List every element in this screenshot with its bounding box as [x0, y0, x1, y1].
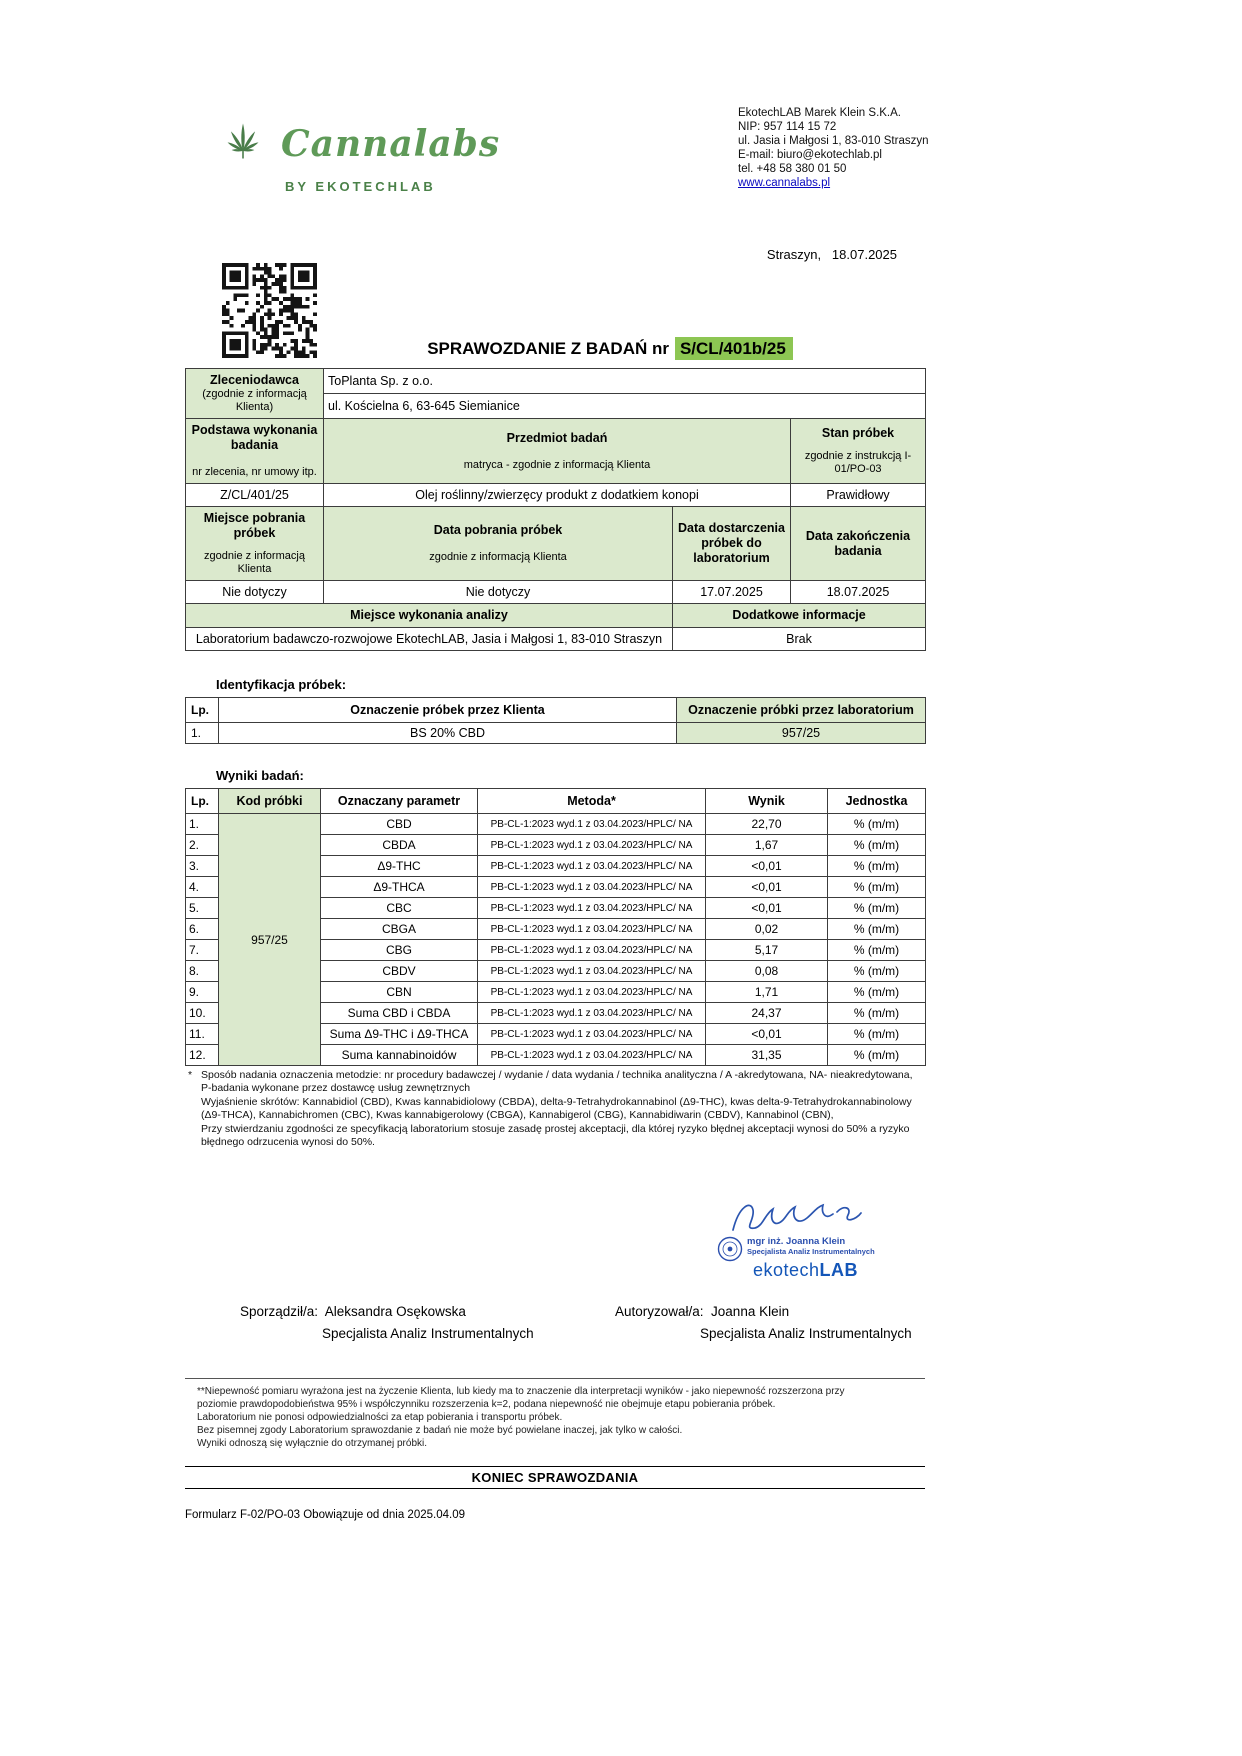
result-method: PB-CL-1:2023 wyd.1 z 03.04.2023/HPLC/ NA	[478, 1045, 706, 1066]
disclaimer-box	[185, 1378, 925, 1458]
client-label-cell	[186, 369, 324, 419]
disclaimer-line: Bez pisemnej zgody Laboratorium sprawozdanie z badań nie może być powielane inaczej, jak tylko w całości.	[197, 1425, 683, 1436]
end-of-report-label: KONIEC SPRAWOZDANIA	[185, 1466, 925, 1489]
result-unit: % (m/m)	[828, 1003, 926, 1024]
results-table	[185, 788, 926, 1066]
result-param: CBC	[321, 898, 478, 919]
sampling-date-header-cell	[324, 507, 673, 581]
client-name: ToPlanta Sp. z o.o.	[324, 369, 926, 394]
result-unit: % (m/m)	[828, 940, 926, 961]
result-param: CBG	[321, 940, 478, 961]
result-param: Suma Δ9-THC i Δ9-THCA	[321, 1024, 478, 1045]
result-value: 22,70	[706, 814, 828, 835]
completion-date-label: Data zakończenia badania	[805, 528, 911, 558]
company-address: ul. Jasia i Małgosi 1, 83-010 Straszyn	[738, 135, 929, 147]
company-phone: tel. +48 58 380 01 50	[738, 163, 847, 175]
authorized-by-block	[615, 1304, 912, 1341]
result-unit: % (m/m)	[828, 835, 926, 856]
delivery-date-header-cell	[673, 507, 791, 581]
results-col-lp: Lp.	[186, 789, 219, 814]
sampling-place-label: Miejsce pobrania próbek	[203, 511, 306, 540]
ident-col-lp: Lp.	[186, 698, 219, 723]
results-row	[186, 814, 926, 835]
result-lp: 9.	[186, 982, 219, 1003]
footnote-marker: *	[188, 1069, 193, 1081]
result-method: PB-CL-1:2023 wyd.1 z 03.04.2023/HPLC/ NA	[478, 919, 706, 940]
result-value: <0,01	[706, 1024, 828, 1045]
ident-col-client: Oznaczenie próbek przez Klienta	[219, 698, 677, 723]
client-address: ul. Kościelna 6, 63-645 Siemianice	[324, 394, 926, 419]
footnote-method: Sposób nadania oznaczenia metodzie: nr procedury badawczej / wydanie / data wydania / technika analityczna / A -akredytowana, NA- nieakredytowana, P-badania wykonane przez dostawcę usług zewnętrznych	[201, 1069, 913, 1094]
additional-info-header-cell	[673, 604, 926, 628]
company-email: E-mail: biuro@ekotechlab.pl	[738, 149, 882, 161]
report-title-prefix: SPRAWOZDANIE Z BADAŃ nr	[427, 339, 669, 358]
footnote-acceptance: Przy stwierdzaniu zgodności ze specyfikacją laboratorium stosuje zasadę prostej akceptacji, dla której ryzyko błędnej akceptacji wynosi do 50% a ryzyko błędnego odrzucenia wynosi do 50%.	[201, 1123, 910, 1148]
basis-value: Z/CL/401/25	[186, 484, 324, 507]
result-param: CBN	[321, 982, 478, 1003]
analysis-place-header-cell	[186, 604, 673, 628]
result-unit: % (m/m)	[828, 982, 926, 1003]
condition-sub: zgodnie z instrukcją I-01/PO-03	[804, 450, 912, 475]
analysis-place-label: Miejsce wykonania analizy	[350, 608, 508, 622]
result-param: CBDA	[321, 835, 478, 856]
result-lp: 11.	[186, 1024, 219, 1045]
result-lp: 10.	[186, 1003, 219, 1024]
sampling-place-value: Nie dotyczy	[186, 581, 324, 604]
subject-label: Przedmiot badań	[506, 430, 608, 445]
identification-heading: Identyfikacja próbek:	[216, 677, 347, 692]
result-lp: 2.	[186, 835, 219, 856]
company-name: EkotechLAB Marek Klein S.K.A.	[738, 107, 901, 119]
result-value: <0,01	[706, 856, 828, 877]
result-method: PB-CL-1:2023 wyd.1 z 03.04.2023/HPLC/ NA	[478, 814, 706, 835]
result-value: <0,01	[706, 877, 828, 898]
result-param: CBD	[321, 814, 478, 835]
results-header-row	[186, 789, 926, 814]
delivery-date-label: Data dostarczenia próbek do laboratorium	[678, 521, 785, 565]
prepared-by-block	[240, 1304, 534, 1341]
result-method: PB-CL-1:2023 wyd.1 z 03.04.2023/HPLC/ NA	[478, 940, 706, 961]
result-lp: 4.	[186, 877, 219, 898]
identification-row	[186, 723, 926, 744]
result-value: 5,17	[706, 940, 828, 961]
results-col-code: Kod próbki	[219, 789, 321, 814]
disclaimer-line: Laboratorium nie ponosi odpowiedzialności za etap pobierania i transportu próbek.	[197, 1412, 563, 1423]
method-footnotes	[185, 1069, 925, 1150]
disclaimer-line: poziomie prawdopodobieństwa 95% i współczynniku rozszerzenia k=2, podana niepewność nie obejmuje etapu pobierania próbek.	[197, 1399, 776, 1410]
client-label: Zleceniodawca	[210, 373, 299, 387]
result-method: PB-CL-1:2023 wyd.1 z 03.04.2023/HPLC/ NA	[478, 898, 706, 919]
signoff-section	[185, 1304, 925, 1354]
ekotechlab-logo-regular: ekotech	[753, 1260, 820, 1280]
subject-sub: matryca - zgodnie z informacją Klienta	[463, 458, 651, 471]
result-unit: % (m/m)	[828, 1045, 926, 1066]
result-unit: % (m/m)	[828, 961, 926, 982]
cannabis-leaf-icon	[215, 112, 271, 175]
result-value: 1,71	[706, 982, 828, 1003]
condition-label: Stan próbek	[821, 426, 895, 440]
disclaimer-line: **Niepewność pomiaru wyrażona jest na życzenie Klienta, lub kiedy ma to znaczenie dla interpretacji wyników - jako niepewność rozszerzona przy	[197, 1386, 845, 1397]
additional-info-value: Brak	[673, 628, 926, 651]
result-lp: 12.	[186, 1045, 219, 1066]
signature-area	[185, 1196, 925, 1296]
result-unit: % (m/m)	[828, 898, 926, 919]
authorized-by-title: Specjalista Analiz Instrumentalnych	[700, 1326, 912, 1341]
basis-label: Podstawa wykonania badania	[191, 423, 318, 452]
result-value: 0,08	[706, 961, 828, 982]
result-unit: % (m/m)	[828, 919, 926, 940]
identification-header-row	[186, 698, 926, 723]
result-param: Δ9-THC	[321, 856, 478, 877]
results-col-unit: Jednostka	[828, 789, 926, 814]
result-unit: % (m/m)	[828, 1024, 926, 1045]
sample-code-cell: 957/25	[219, 814, 321, 1066]
subject-value: Olej roślinny/zwierzęcy produkt z dodatkiem konopi	[324, 484, 791, 507]
basis-header-cell	[186, 419, 324, 484]
stamp-text	[747, 1236, 875, 1256]
identification-table	[185, 697, 926, 744]
result-method: PB-CL-1:2023 wyd.1 z 03.04.2023/HPLC/ NA	[478, 982, 706, 1003]
signature-icon	[725, 1196, 875, 1240]
cannalabs-logo	[215, 112, 500, 194]
company-nip: NIP: 957 114 15 72	[738, 121, 837, 133]
result-value: 0,02	[706, 919, 828, 940]
result-param: CBGA	[321, 919, 478, 940]
result-method: PB-CL-1:2023 wyd.1 z 03.04.2023/HPLC/ NA	[478, 1024, 706, 1045]
authorized-by-line: Autoryzował/a: Joanna Klein	[615, 1304, 790, 1319]
prepared-by-title: Specjalista Analiz Instrumentalnych	[322, 1326, 534, 1341]
result-lp: 6.	[186, 919, 219, 940]
ekotechlab-logo	[753, 1260, 858, 1281]
result-value: 24,37	[706, 1003, 828, 1024]
brand-name: Cannalabs	[281, 122, 501, 165]
result-lp: 3.	[186, 856, 219, 877]
stamp-icon	[717, 1236, 743, 1262]
result-method: PB-CL-1:2023 wyd.1 z 03.04.2023/HPLC/ NA	[478, 961, 706, 982]
result-method: PB-CL-1:2023 wyd.1 z 03.04.2023/HPLC/ NA	[478, 856, 706, 877]
result-lp: 7.	[186, 940, 219, 961]
ident-client-code: BS 20% CBD	[219, 723, 677, 744]
subject-header-cell	[324, 419, 791, 484]
brand-subtitle: BY EKOTECHLAB	[285, 179, 436, 194]
sampling-place-sub: zgodnie z informacją Klienta	[204, 550, 305, 575]
completion-date-header-cell	[791, 507, 926, 581]
result-unit: % (m/m)	[828, 814, 926, 835]
result-param: Suma kannabinoidów	[321, 1045, 478, 1066]
result-lp: 1.	[186, 814, 219, 835]
result-value: <0,01	[706, 898, 828, 919]
completion-date-value: 18.07.2025	[791, 581, 926, 604]
results-col-result: Wynik	[706, 789, 828, 814]
stamp-title: Specjalista Analiz Instrumentalnych	[747, 1247, 875, 1256]
result-unit: % (m/m)	[828, 877, 926, 898]
company-info	[738, 106, 928, 190]
ident-col-lab: Oznaczenie próbki przez laboratorium	[677, 698, 926, 723]
ekotechlab-logo-bold: LAB	[819, 1260, 859, 1280]
result-method: PB-CL-1:2023 wyd.1 z 03.04.2023/HPLC/ NA	[478, 877, 706, 898]
result-param: Suma CBD i CBDA	[321, 1003, 478, 1024]
result-lp: 8.	[186, 961, 219, 982]
disclaimer-line: Wyniki odnoszą się wyłącznie do otrzymanej próbki.	[197, 1438, 428, 1449]
result-param: Δ9-THCA	[321, 877, 478, 898]
basis-sub: nr zlecenia, nr umowy itp.	[192, 466, 317, 478]
website-link[interactable]: www.cannalabs.pl	[738, 177, 831, 189]
result-value: 1,67	[706, 835, 828, 856]
results-col-param: Oznaczany parametr	[321, 789, 478, 814]
delivery-date-value: 17.07.2025	[673, 581, 791, 604]
result-value: 31,35	[706, 1045, 828, 1066]
footnote-abbreviations: Wyjaśnienie skrótów: Kannabidiol (CBD), Kwas kannabidiolowy (CBDA), delta-9-Tetrahydrokannabinol (Δ9-THC), kwas delta-9-Tetrahydrokannabinolowy (Δ9-THCA), Kannabichromen (CBC), Kwas kannabigerolowy (CBGA), Kannabigerol (CBG), Kannabidiwarin (CBDV), Kannabinol (CBN),	[201, 1096, 912, 1121]
ident-lab-code: 957/25	[677, 723, 926, 744]
place-date-line: Straszyn, 18.07.2025	[766, 247, 897, 262]
result-lp: 5.	[186, 898, 219, 919]
prepared-by-line: Sporządził/a: Aleksandra Osękowska	[240, 1304, 466, 1319]
qr-code	[222, 263, 317, 358]
condition-header-cell	[791, 419, 926, 484]
report-title	[340, 339, 880, 359]
sampling-place-header-cell	[186, 507, 324, 581]
report-info-table	[185, 368, 926, 651]
results-heading: Wyniki badań:	[216, 768, 304, 783]
additional-info-label: Dodatkowe informacje	[732, 608, 866, 622]
result-method: PB-CL-1:2023 wyd.1 z 03.04.2023/HPLC/ NA	[478, 1003, 706, 1024]
result-param: CBDV	[321, 961, 478, 982]
sampling-date-sub: zgodnie z informacją Klienta	[429, 551, 567, 563]
condition-value: Prawidłowy	[791, 484, 926, 507]
ident-lp: 1.	[186, 723, 219, 744]
results-col-method: Metoda*	[478, 789, 706, 814]
stamp-name: mgr inż. Joanna Klein	[747, 1236, 846, 1247]
analysis-place-value: Laboratorium badawczo-rozwojowe EkotechLAB, Jasia i Małgosi 1, 83-010 Straszyn	[186, 628, 673, 651]
report-number: S/CL/401b/25	[675, 337, 793, 360]
result-method: PB-CL-1:2023 wyd.1 z 03.04.2023/HPLC/ NA	[478, 835, 706, 856]
sampling-date-label: Data pobrania próbek	[433, 523, 563, 537]
form-footer: Formularz F-02/PO-03 Obowiązuje od dnia 2025.04.09	[185, 1509, 465, 1521]
sampling-date-value: Nie dotyczy	[324, 581, 673, 604]
client-label-sub: (zgodnie z informacją Klienta)	[202, 388, 307, 413]
result-unit: % (m/m)	[828, 856, 926, 877]
